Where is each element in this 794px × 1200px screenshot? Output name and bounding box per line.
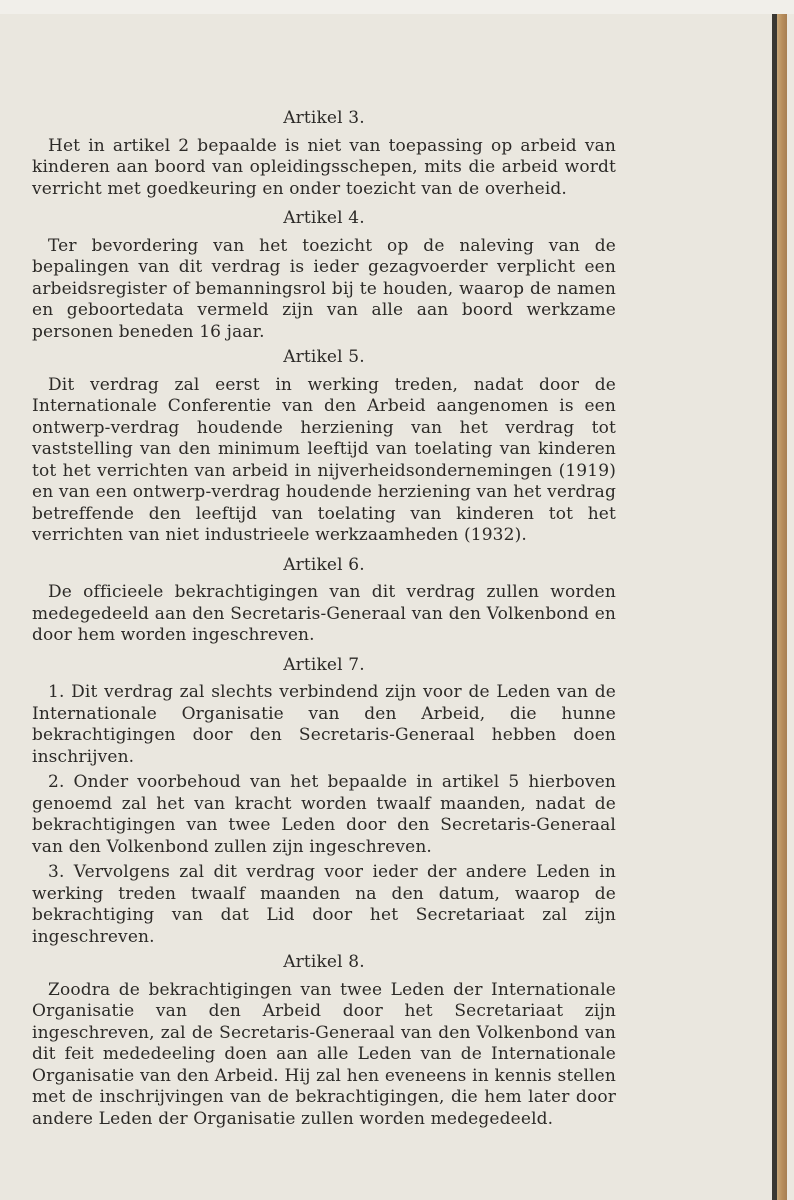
article-heading: Artikel 7. (283, 654, 365, 675)
article-paragraph: 3. Vervolgens zal dit verdrag voor ieder der andere Leden in werking treden twaalf maanden na den datum, waarop de bekrachtiging van dat Lid door het Secretariaat zal zijn ingeschreven. (32, 862, 616, 947)
article-paragraph: Het in artikel 2 bepaalde is niet van toepassing op arbeid van kinderen aan boord van opleidingsschepen, mits die arbeid wordt verricht met goedkeuring en onder toezicht van de overheid. (32, 135, 616, 199)
article-paragraph: 2. Onder voorbehoud van het bepaalde in artikel 5 hierboven genoemd zal het van kracht worden twaalf maanden, nadat de bekrachtigingen van twee Leden door den Secretaris-Generaal van den Volkenbond zullen zijn ingeschreven. (32, 772, 616, 857)
article-heading: Artikel 4. (283, 208, 365, 228)
article-paragraph: 1. Dit verdrag zal slechts verbindend zijn voor de Leden van de Internationale Organisatie van den Arbeid, die hunne bekrachtigingen door den Secretaris-Generaal hebben doen inschrijven. (32, 682, 616, 767)
page-margin-strip (787, 14, 794, 1200)
article-5 (32, 347, 616, 547)
article-paragraph: Zoodra de bekrachtigingen van twee Leden der Internationale Organisatie van den Arbeid door het Secretariaat zijn ingeschreven, zal de Secretaris-Generaal van den Volkenbond van dit feit mededeeling doen aan alle Leden van de Internationale Organisatie van den Arbeid. Hij zal hen eveneens in kennis stellen met de inschrijvingen van de bekrachtigingen, die hem later door andere Leden der Organisatie zullen worden medegedeeld. (32, 979, 616, 1129)
article-paragraph: Ter bevordering van het toezicht op de naleving van de bepalingen van dit verdrag is ieder gezagvoerder verplicht een arbeidsregister of bemanningsrol bij te houden, waarop de namen en geboortedata vermeld zijn van alle aan boord werkzame personen beneden 16 jaar. (32, 235, 616, 342)
article-heading: Artikel 3. (283, 108, 365, 128)
article-paragraph: Dit verdrag zal eerst in werking treden, nadat door de Internationale Conferentie van den Arbeid aangenomen is een ontwerp-verdrag houdende herziening van het verdrag tot vaststelling van den minimum leeftijd van toelating van kinderen tot het verrichten van arbeid in nijverheidsondernemingen (1919) en van een ontwerp-verdrag houdende herziening van het verdrag betreffende den leeftijd van toelating van kinderen tot het verrichten van niet industrieele werkzaamheden (1932). (32, 374, 616, 545)
article-paragraph: De officieele bekrachtigingen van dit verdrag zullen worden medegedeeld aan den Secretaris-Generaal van den Volkenbond en door hem worden ingeschreven. (32, 582, 616, 645)
document-body (32, 108, 616, 1138)
article-7 (32, 655, 616, 949)
article-8 (32, 952, 616, 1130)
article-heading: Artikel 8. (283, 952, 365, 972)
book-spine-edge (777, 14, 787, 1200)
article-4 (32, 208, 616, 343)
article-3 (32, 108, 616, 200)
article-6 (32, 555, 616, 647)
article-heading: Artikel 5. (283, 347, 365, 367)
article-heading: Artikel 6. (283, 554, 365, 575)
